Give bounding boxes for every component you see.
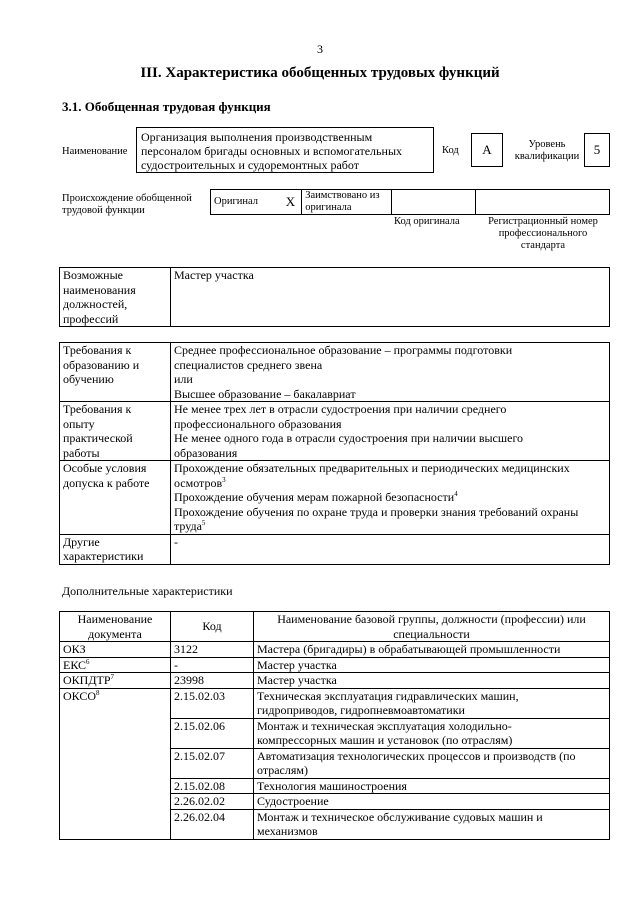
experience-row (60, 402, 610, 461)
name-cell (254, 688, 610, 718)
additional-header-row (60, 612, 610, 642)
code-cell: 2.26.02.02 (171, 794, 254, 810)
header-name (254, 612, 610, 642)
origin-table (210, 189, 610, 215)
table-row (60, 688, 610, 718)
name-cell (254, 809, 610, 839)
doc-cell (60, 657, 171, 673)
name-cell: Мастер участка (254, 657, 610, 673)
special-label (60, 461, 171, 535)
other-value: - (171, 534, 610, 564)
education-line: специалистов среднего звена (174, 357, 323, 372)
level-box (584, 133, 610, 167)
positions-value: Мастер участка (171, 268, 610, 327)
positions-table (59, 267, 610, 327)
code-label: Код (442, 145, 459, 156)
section-title: III. Характеристика обобщенных трудовых функций (140, 65, 500, 81)
function-name-line: персоналом бригады основных и вспомогательных (141, 144, 403, 158)
code-cell: 3122 (171, 642, 254, 658)
additional-caption: Дополнительные характеристики (62, 584, 233, 598)
experience-line: образования (174, 445, 238, 460)
experience-label (60, 402, 171, 461)
name-line: гидроприводов, гидропневмоавтоматики (257, 703, 465, 717)
requirements-table (59, 342, 610, 565)
table-row (60, 673, 610, 689)
footnote-ref: 3 (222, 475, 226, 484)
footnote-ref: 6 (86, 657, 90, 666)
origin-label-line: Происхождение обобщенной (62, 193, 192, 204)
additional-table (59, 611, 610, 840)
other-label (60, 534, 171, 564)
name-line: Монтаж и техническое обслуживание судовых машин и (257, 809, 543, 824)
code-cell: 2.15.02.06 (171, 718, 254, 748)
special-text: осмотров (174, 475, 223, 490)
doc-cell (60, 642, 171, 658)
special-line (174, 519, 606, 534)
special-conditions-row (60, 461, 610, 535)
function-name-box (136, 127, 434, 173)
name-line: компрессорных машин и установок (по отраслям) (257, 733, 513, 747)
header-name-line: специальности (393, 626, 470, 641)
name-line: отраслям) (257, 763, 308, 777)
name-label: Наименование (62, 146, 128, 157)
code-cell: 2.26.02.04 (171, 809, 254, 839)
level-value: 5 (593, 142, 601, 157)
name-cell: Мастера (бригадиры) в обрабатывающей промышленности (254, 642, 610, 658)
positions-label-line: Возможные (63, 268, 123, 282)
reg-caption-line: Регистрационный номер (488, 216, 598, 227)
experience-label-line: практической (63, 431, 133, 445)
name-cell: Судостроение (254, 794, 610, 810)
education-value (171, 343, 610, 402)
doc-cell-okso (60, 688, 171, 839)
footnote-ref: 4 (454, 490, 458, 498)
name-cell: Технология машиностроения (254, 778, 610, 794)
experience-label-line: Требования к (63, 402, 132, 416)
doc-name: ОКПДТР (63, 673, 111, 687)
code-cell: 2.15.02.08 (171, 778, 254, 794)
experience-line: Не менее трех лет в отрасли судостроения при наличии среднего (174, 402, 507, 416)
page-number: 3 (317, 42, 323, 56)
name-cell: Мастер участка (254, 673, 610, 689)
origin-label-line: трудовой функции (62, 205, 145, 216)
code-cell: - (171, 657, 254, 673)
function-code-box (471, 133, 503, 167)
positions-label-line: наименования (63, 282, 136, 297)
positions-label-line: должностей, (63, 297, 128, 311)
experience-label-line: работы (63, 445, 100, 460)
header-code: Код (171, 612, 254, 642)
special-text: Прохождение обучения мерам пожарной безопасности (174, 490, 455, 504)
header-doc-line: Наименование (77, 612, 153, 626)
reg-caption (478, 216, 608, 252)
positions-label (60, 268, 171, 327)
doc-name: ОКСО (63, 688, 97, 703)
education-row (60, 343, 610, 402)
origin-label (62, 193, 192, 217)
special-text: труда (174, 519, 202, 533)
borrowed-line: оригинала (305, 202, 352, 213)
table-row (60, 642, 610, 658)
name-line: Техническая эксплуатация гидравлических машин, (257, 688, 519, 703)
education-label-line: Требования к (63, 343, 132, 357)
footnote-ref: 5 (201, 519, 206, 527)
special-label-line: Особые условия (63, 461, 147, 475)
doc-name: ОКЗ (63, 642, 86, 656)
other-row (60, 534, 610, 564)
table-row (60, 657, 610, 673)
header-doc (60, 612, 171, 642)
level-label (514, 139, 580, 163)
doc-cell (60, 673, 171, 689)
other-label-line: характеристики (63, 549, 144, 563)
footnote-ref: 7 (110, 673, 115, 681)
subsection-title: 3.1. Обобщенная трудовая функция (62, 99, 271, 114)
name-line: Монтаж и техническая эксплуатация холодильно- (257, 718, 512, 733)
footnote-ref: 8 (96, 688, 100, 697)
level-label-line: Уровень (528, 139, 566, 150)
education-label (60, 343, 171, 402)
name-line: Автоматизация технологических процессов и производств (по (257, 748, 576, 763)
function-code-value: A (482, 142, 492, 157)
education-label-line: образованию и (63, 357, 140, 372)
special-label-line: допуска к работе (63, 475, 150, 490)
positions-label-line: профессий (63, 311, 119, 326)
name-cell (254, 748, 610, 778)
other-label-line: Другие (63, 534, 100, 549)
experience-line: Не менее одного года в отрасли судостроения при наличии высшего (174, 431, 524, 445)
education-line: Высшее образование – бакалавриат (174, 386, 356, 401)
code-original-cell (391, 190, 475, 215)
level-label-line: квалификации (514, 151, 580, 162)
special-value (171, 461, 610, 535)
special-line: Прохождение обязательных предварительных и периодических медицинских (174, 461, 570, 475)
name-cell (254, 718, 610, 748)
header-doc-line: документа (88, 626, 142, 641)
borrowed-line: Заимствовано из (305, 190, 380, 201)
education-line: Среднее профессиональное образование – программы подготовки (174, 343, 513, 357)
doc-name: ЕКС (63, 657, 87, 672)
reg-number-cell (476, 190, 610, 215)
borrowed-cell (302, 190, 392, 215)
special-line (174, 490, 606, 505)
code-original-caption: Код оригинала (394, 216, 460, 227)
special-line: Прохождение обучения по охране труда и проверки знания требований охраны (174, 504, 579, 519)
experience-value (171, 402, 610, 461)
education-label-line: обучению (63, 372, 114, 386)
education-line: или (174, 372, 193, 386)
header-name-line: Наименование базовой группы, должности (профессии) или (277, 612, 586, 626)
experience-line: профессионального образования (174, 416, 342, 431)
reg-caption-line: стандарта (520, 240, 566, 251)
function-name-line: судостроительных и судоремонтных работ (141, 158, 359, 172)
code-cell: 2.15.02.07 (171, 748, 254, 778)
original-label: Оригинал (211, 190, 280, 215)
special-line (174, 476, 606, 491)
function-name-line: Организация выполнения производственным (141, 130, 373, 144)
original-mark: X (280, 190, 302, 215)
name-line: механизмов (257, 824, 318, 838)
code-cell: 2.15.02.03 (171, 688, 254, 718)
experience-label-line: опыту (63, 416, 95, 431)
reg-caption-line: профессионального (498, 228, 588, 239)
code-cell: 23998 (171, 673, 254, 689)
